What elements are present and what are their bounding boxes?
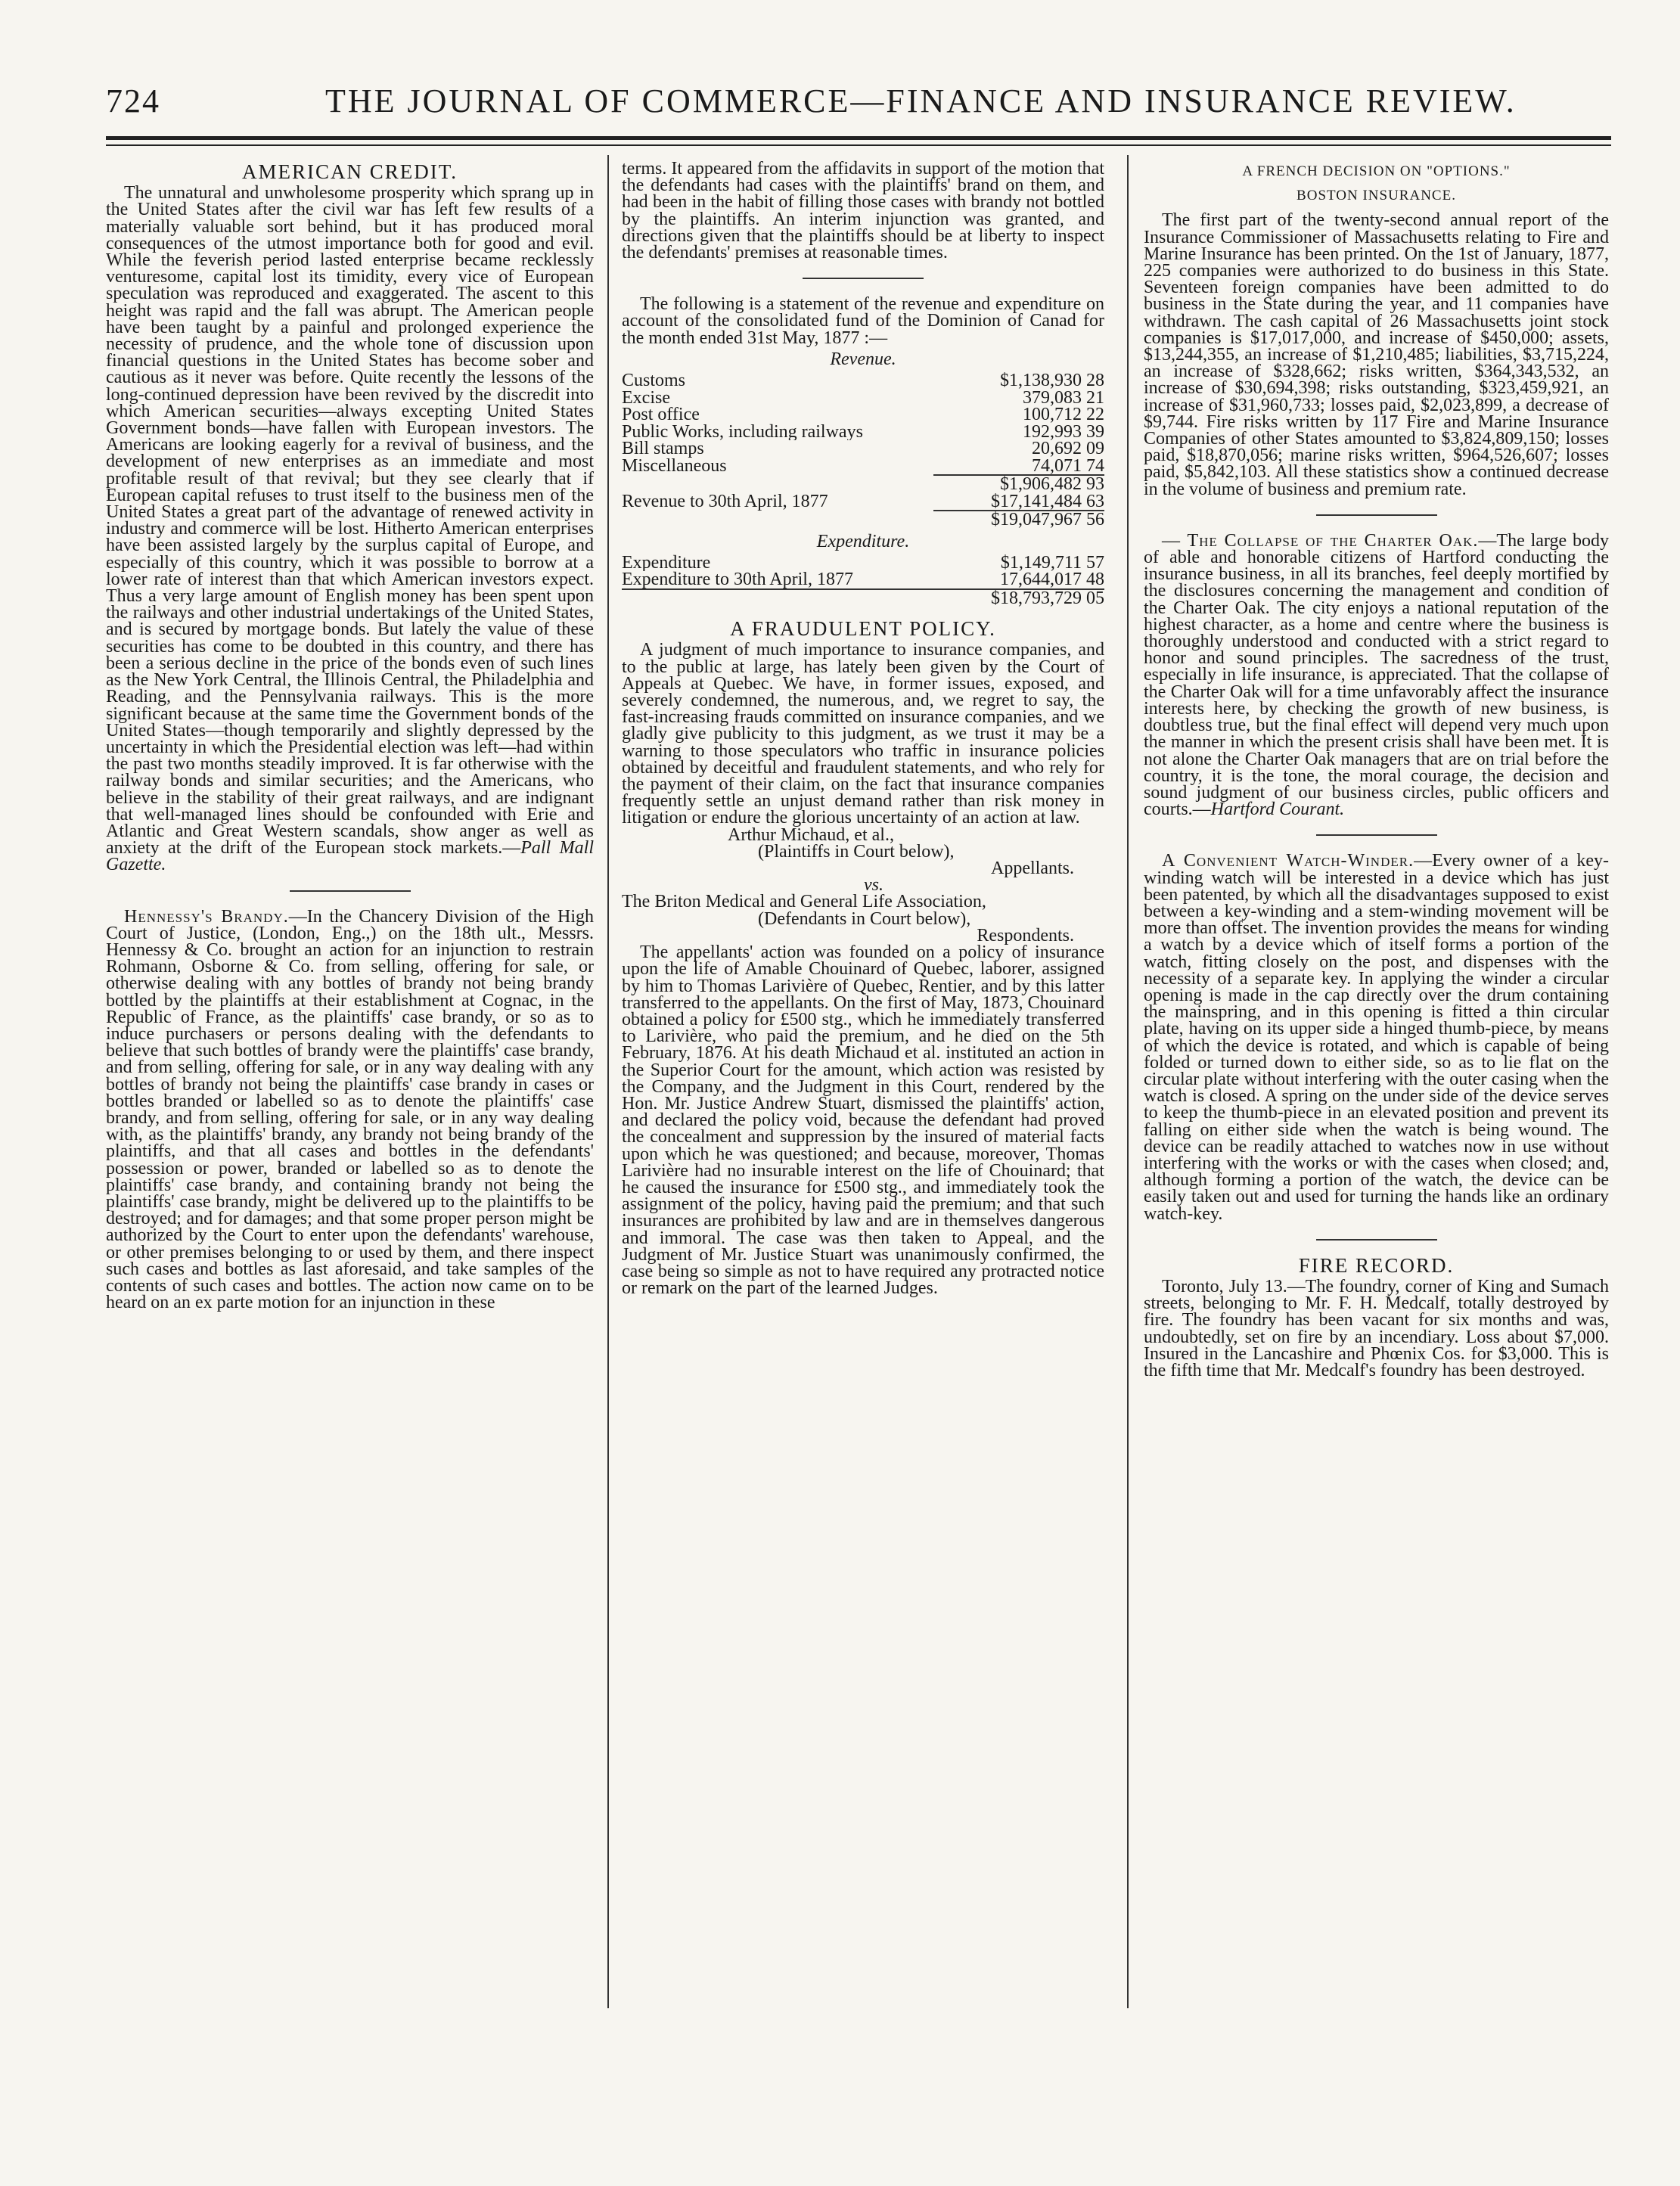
column-divider-1 bbox=[607, 155, 609, 2008]
revenue-amount: 100,712 22 bbox=[1023, 405, 1104, 425]
article-divider bbox=[290, 890, 411, 892]
revenue-amount: 379,083 21 bbox=[1023, 387, 1104, 408]
revenue-item: Public Works, including railways bbox=[622, 423, 863, 441]
american-credit-source: Pall Mall Gazette. bbox=[106, 838, 594, 875]
charter-oak-source: Hartford Courant. bbox=[1210, 800, 1345, 820]
article-heading-fraudulent-policy: A FRAUDULENT POLICY. bbox=[730, 617, 996, 641]
article-divider bbox=[1316, 514, 1437, 516]
statement-intro: The following is a statement of the revenue and expenditure on account of the consolidated fund of the Dominion of Canad for the month ended 31st May, 1877 :— bbox=[622, 294, 1104, 348]
revenue-april-label: Revenue to 30th April, 1877 bbox=[622, 492, 828, 512]
revenue-total-row bbox=[622, 511, 1104, 529]
revenue-item: Bill stamps bbox=[622, 440, 704, 458]
expenditure-total-row bbox=[622, 589, 1104, 607]
revenue-table bbox=[622, 372, 1104, 474]
revenue-summary-table bbox=[622, 474, 1104, 529]
article-heading-fire-record: FIRE RECORD. bbox=[1298, 1253, 1455, 1277]
article-divider bbox=[1316, 834, 1437, 836]
article-body-charter-oak bbox=[1144, 530, 1609, 820]
article-body-fraudulent-policy: A judgment of much importance to insurance companies, and to the public at large, has lately been given by the Court of Appeals at Quebec. We have, in former issues, exposed, and severely condemned, the numerous, and, we regret to say, the fast-increasing frauds committed on insurance companies, and we gladly give publicity to this judgment, as we trust it may be a warning to those speculators who traffic in insurance policies obtained by deceitful and fraudulent statements, and who rely for the payment of their claim, on the fact that insurance companies frequently settle an unjust demand rather than risk money in litigation or endure the glorious uncertainty of an action at law. bbox=[622, 640, 1104, 828]
revenue-subtotal-row bbox=[622, 475, 1104, 493]
article-body-fire-record: Toronto, July 13.—The foundry, corner of King and Sumach streets, belonging to Mr. F. H. Medcalf, totally destroyed by fire. The foundry has been vacant for six months and was, undoubtedly, set on fire by an incendiary. Loss about $7,000. Insured in the Lancashire and Phœnix Cos. for $3,000. This is the fifth time that Mr. Medcalf's foundry has been destroyed. bbox=[1144, 1276, 1609, 1380]
revenue-row bbox=[622, 372, 1104, 390]
expenditure-item: Expenditure to 30th April, 1877 bbox=[622, 571, 853, 588]
revenue-row bbox=[622, 458, 1104, 475]
article-heading-french-decision: A FRENCH DECISION ON "OPTIONS." bbox=[1242, 163, 1511, 179]
american-credit-text: The unnatural and unwholesome prosperity which sprang up in the United States after the civil war has left few results of a materially valuable sort behind, but it has produced moral consequences of the utmost importance both for good and evil. While the feverish period lasted enterprise became recklessly venturesome, capital lost its timidity, every vice of European speculation was reproduced and exaggerated. The ascent to this height was rapid and the fall was abrupt. The American people have been taught by a painful and prolonged experience the necessity of prudence, and the whole tone of discussion upon financial questions in the United States has become sober and cautious as it never was before. Quite recently the lessons of the long-continued depression have been revived by the discredit into which American securities—always excepting United States Government bonds—have fallen with European investors. The Americans are looking eagerly for a revival of business, and the development of new enterprises as an immediate and most profitable result of that revival; but they see clearly that if European capital refuses to trust itself to the business men of the United States a great part of the advantage of renewed activity in industry and commerce will be lost. Hitherto American enterprises have been assisted largely by the surplus capital of Europe, and especially of this country, which it was possible to borrow at a lower rate of interest than that which American investors expect. Thus a very large amount of English money has been spent upon the railways and other industrial undertakings of the United States, and is secured by mortgage bonds. But lately the value of these securities has come to be doubted in this country, and there has been a serious decline in the price of the bonds even of such lines as the New York Central, the Illinois Central, the Philadelphia and Reading, and the Pennsylvania railways. This is the more significant because at the same time the Government bonds of the United States—though temporarily and slightly depressed by the uncertainty in which the Presidential election was left—had within the past two months steadily improved. It is far otherwise with the railway bonds and similar securities; and the Americans, who believe in the stability of their great railways, and are indignant that well-managed lines should be confounded with Erie and Atlantic and Great Western scandals, show anger as well as anxiety at the drift of the European stock markets.— bbox=[106, 183, 594, 859]
revenue-item: Post office bbox=[622, 406, 700, 424]
revenue-april-row bbox=[622, 493, 1104, 511]
revenue-total: $19,047,967 56 bbox=[933, 511, 1104, 529]
case-versus: vs. bbox=[864, 875, 883, 896]
case-appellants-label: Appellants. bbox=[991, 859, 1074, 879]
watch-winder-lead: A Convenient Watch-Winder. bbox=[1162, 851, 1414, 871]
hennessy-continued: terms. It appeared from the affidavits in support of the motion that the defendants had cases with the plaintiffs' brand on them, and had been in the habit of filling those cases with brandy not bottled by the plaintiffs. An interim injunction was granted, and directions given that the plaintiffs should be at liberty to inspect the defendants' premises at reasonable times. bbox=[622, 159, 1104, 263]
revenue-label: Revenue. bbox=[830, 349, 896, 369]
revenue-row bbox=[622, 424, 1104, 441]
revenue-row bbox=[622, 440, 1104, 458]
article-heading-boston-insurance: BOSTON INSURANCE. bbox=[1296, 188, 1456, 204]
column-1 bbox=[106, 160, 594, 1311]
case-respondent-role: (Defendants in Court below), bbox=[758, 908, 971, 929]
revenue-item: Excise bbox=[622, 389, 670, 407]
article-body-hennessy bbox=[106, 908, 594, 1312]
masthead bbox=[106, 82, 1570, 127]
column-divider-2 bbox=[1127, 155, 1129, 2008]
charter-oak-lead: — The Collapse of the Charter Oak. bbox=[1162, 530, 1479, 551]
case-appellant-name: Arthur Michaud, et al., bbox=[728, 824, 894, 845]
expenditure-item: Expenditure bbox=[622, 554, 711, 572]
charter-oak-text: —The large body of able and honorable citizens of Hartford conducting the insurance business, in all its branches, feel deeply mortified by the disclosures concerning the management and condition of the Charter Oak. The city enjoys a national reputation of the highest character, as a home and centre where the business is thoroughly understood and conducted with a strict regard to honor and sound principles. The sacredness of the trust, especially in life insurance, is appreciated. That the collapse of the Charter Oak will for a time unfavorably affect the insurance interests here, by checking the growth of new business, is doubtless true, but the final effect will depend very much upon the manner in which the present crisis shall have been met. It is not alone the Charter Oak managers that are on trial before the country, it is the tone, the moral courage, the decision and sound judgment of our business circles, public officers and courts.— bbox=[1144, 530, 1609, 820]
case-respondent-name: The Briton Medical and General Life Association, bbox=[622, 892, 986, 912]
page-number: 724 bbox=[106, 82, 160, 120]
expenditure-amount: 17,644,017 48 bbox=[1000, 570, 1104, 590]
article-body-watch-winder bbox=[1144, 852, 1609, 1222]
article-heading-american-credit: AMERICAN CREDIT. bbox=[242, 160, 458, 183]
masthead-rule-thin bbox=[106, 144, 1611, 146]
revenue-april-amount: $17,141,484 63 bbox=[991, 491, 1104, 511]
spacer-cell bbox=[622, 475, 933, 493]
expenditure-row bbox=[622, 554, 1104, 572]
case-appellant-role: (Plaintiffs in Court below), bbox=[758, 841, 955, 862]
article-body-fraudulent-policy-2: The appellants' action was founded on a policy of insurance upon the life of Amable Chouinard of Quebec, laborer, assigned by him to Thomas Larivière of Quebec, Rentier, and by this latter transferred to the appellants. On the first of May, 1873, Chouinard obtained a policy for £500 stg., which he immediately transferred to Larivière, who paid the premium, and he died on the 5th February, 1876. At his death Michaud et al. instituted an action in the Superior Court for the amount, which action was resisted by the Company, and the Judgment in this Court, rendered by the Hon. Mr. Justice Andrew Stuart, dismissed the plaintiffs' action, and declared the policy void, because the defendant had proved the concealment and suppression by the insured of material facts upon which he was questioned; and because, moreover, Thomas Larivière had no insurable interest on the life of Chouinard; that he caused the insurance for £500 stg., and immediately took the assignment of the policy, having paid the premium; and that such insurances are prohibited by law and are in themselves dangerous and immoral. The case was then taken to Appeal, and the Judgment of Mr. Justice Stuart was unanimously confirmed, the case being so simple as not to have required any protracted notice or remark on the part of the learned Judges. bbox=[622, 942, 1104, 1299]
article-body-american-credit bbox=[106, 185, 594, 873]
revenue-row bbox=[622, 390, 1104, 407]
revenue-subtotal: $1,906,482 93 bbox=[933, 475, 1104, 493]
watch-winder-text: —Every owner of a key-winding watch will be interested in a device which has just been patented, by which all the disadvantages supposed to exist between a key-winding and a stem-winding movement will be more than offset. The invention provides the means for winding a watch by a device which of itself forms a portion of the watch, fitting closely on the post, and dispenses with the necessity of a separate key. In applying the winder a circular opening is made in the cap directly over the drum containing the mainspring, and in this opening is fitted a thin circular plate, having on its upper side a hinged thumb-piece, by means of which the device is rotated, and which is capable of being folded or turned down to either side, so as to lie flat on the circular plate without interfering with the outer casing when the watch is closed. A spring on the under side of the device serves to keep the thumb-piece in an elevated position and prevent its falling on either side when the watch is being wound. The device can be readily attached to watches now in use without interfering with the works or with the cases when closed; and, although forming a portion of the watch, the device can be easily taken out and used for turning the hands like an ordinary watch-key. bbox=[1144, 851, 1609, 1224]
revenue-row bbox=[622, 406, 1104, 424]
column-3 bbox=[1144, 160, 1609, 1379]
revenue-amount: 192,993 39 bbox=[1023, 421, 1104, 442]
spacer-cell bbox=[622, 511, 933, 529]
expenditure-amount: $1,149,711 57 bbox=[1000, 552, 1104, 573]
revenue-amount: 20,692 09 bbox=[1032, 439, 1104, 459]
revenue-amount: $1,138,930 28 bbox=[1000, 371, 1104, 391]
revenue-amount: 74,071 74 bbox=[1032, 455, 1104, 476]
expenditure-label: Expenditure. bbox=[816, 531, 910, 551]
article-divider bbox=[1316, 1239, 1437, 1240]
expenditure-summary-table bbox=[622, 588, 1104, 607]
case-respondents-label: Respondents. bbox=[977, 925, 1074, 946]
journal-title: THE JOURNAL OF COMMERCE—FINANCE AND INSURANCE REVIEW. bbox=[325, 82, 1517, 120]
hennessy-lead: Hennessy's Brandy. bbox=[124, 906, 289, 927]
article-body-boston-insurance: The first part of the twenty-second annual report of the Insurance Commissioner of Massachusetts relating to Fire and Marine Insurance has been printed. On the 1st of January, 1877, 225 companies were authorized to do business in this State. Seventeen foreign companies have been admitted to do business in the State during the year, and 11 companies have withdrawn. The cash capital of 26 Massachusetts joint stock companies is $17,017,000, and increase of $450,000; assets, $13,244,355, an increase of $1,210,485; liabilities, $3,715,224, an increase of $328,662; risks written, $364,343,532, an increase of $30,694,398; risks outstanding, $323,459,921, an increase of $31,960,733; losses paid, $2,023,899, a decrease of $9,744. Fire risks written by 117 Fire and Marine Insurance Companies of other States amounted to $3,824,809,150; losses paid, $18,870,056; marine risks written, $964,526,607; losses paid, $5,842,103. All these statistics show a continued decrease in the volume of business and premium rate. bbox=[1144, 210, 1609, 499]
article-divider bbox=[803, 278, 924, 279]
revenue-item: Customs bbox=[622, 372, 686, 390]
expenditure-total: $18,793,729 05 bbox=[622, 589, 1104, 607]
expenditure-row bbox=[622, 571, 1104, 588]
hennessy-text: —In the Chancery Division of the High Court of Justice, (London, Eng.,) on the 18th ult., Messrs. Hennessy & Co. brought an action for an injunction to restrain Rohmann, Osborne & Co. from selling, offering for sale, or otherwise dealing with any bottles of brandy not being brandy bottled by the plaintiffs at their establishment at Cognac, in the Republic of France, as the plaintiffs' case brandy, or so as to induce purchasers or persons dealing with the defendants to believe that such bottles of brandy were the plaintiffs' case brandy, and from selling, offering for sale, or in any way dealing with any bottles of brandy not being the plaintiffs' case brandy in cases or bottles branded or labelled so as to denote the plaintiffs' case brandy, and from selling, offering for sale, or in any way dealing with, as the plaintiffs' brandy, any brandy not being brandy of the plaintiffs, and that all cases and bottles in the defendants' possession or power, branded or labelled so as to denote the plaintiffs' case brandy, and containing brandy not being the plaintiffs' case brandy, might be delivered up to the plaintiffs to be destroyed; and for damages; and that some proper person might be authorized by the Court to enter upon the defendants' warehouse, or other premises belonging to or used by them, and there inspect such cases and bottles as last aforesaid, and take samples of the contents of such cases and bottles. The action now came on to be heard on an ex parte motion for an injunction in these bbox=[106, 906, 594, 1313]
column-2 bbox=[622, 159, 1104, 1299]
revenue-item: Miscellaneous bbox=[622, 457, 727, 475]
masthead-rule-thick bbox=[106, 136, 1611, 140]
spacer bbox=[622, 607, 1104, 617]
expenditure-table bbox=[622, 554, 1104, 588]
